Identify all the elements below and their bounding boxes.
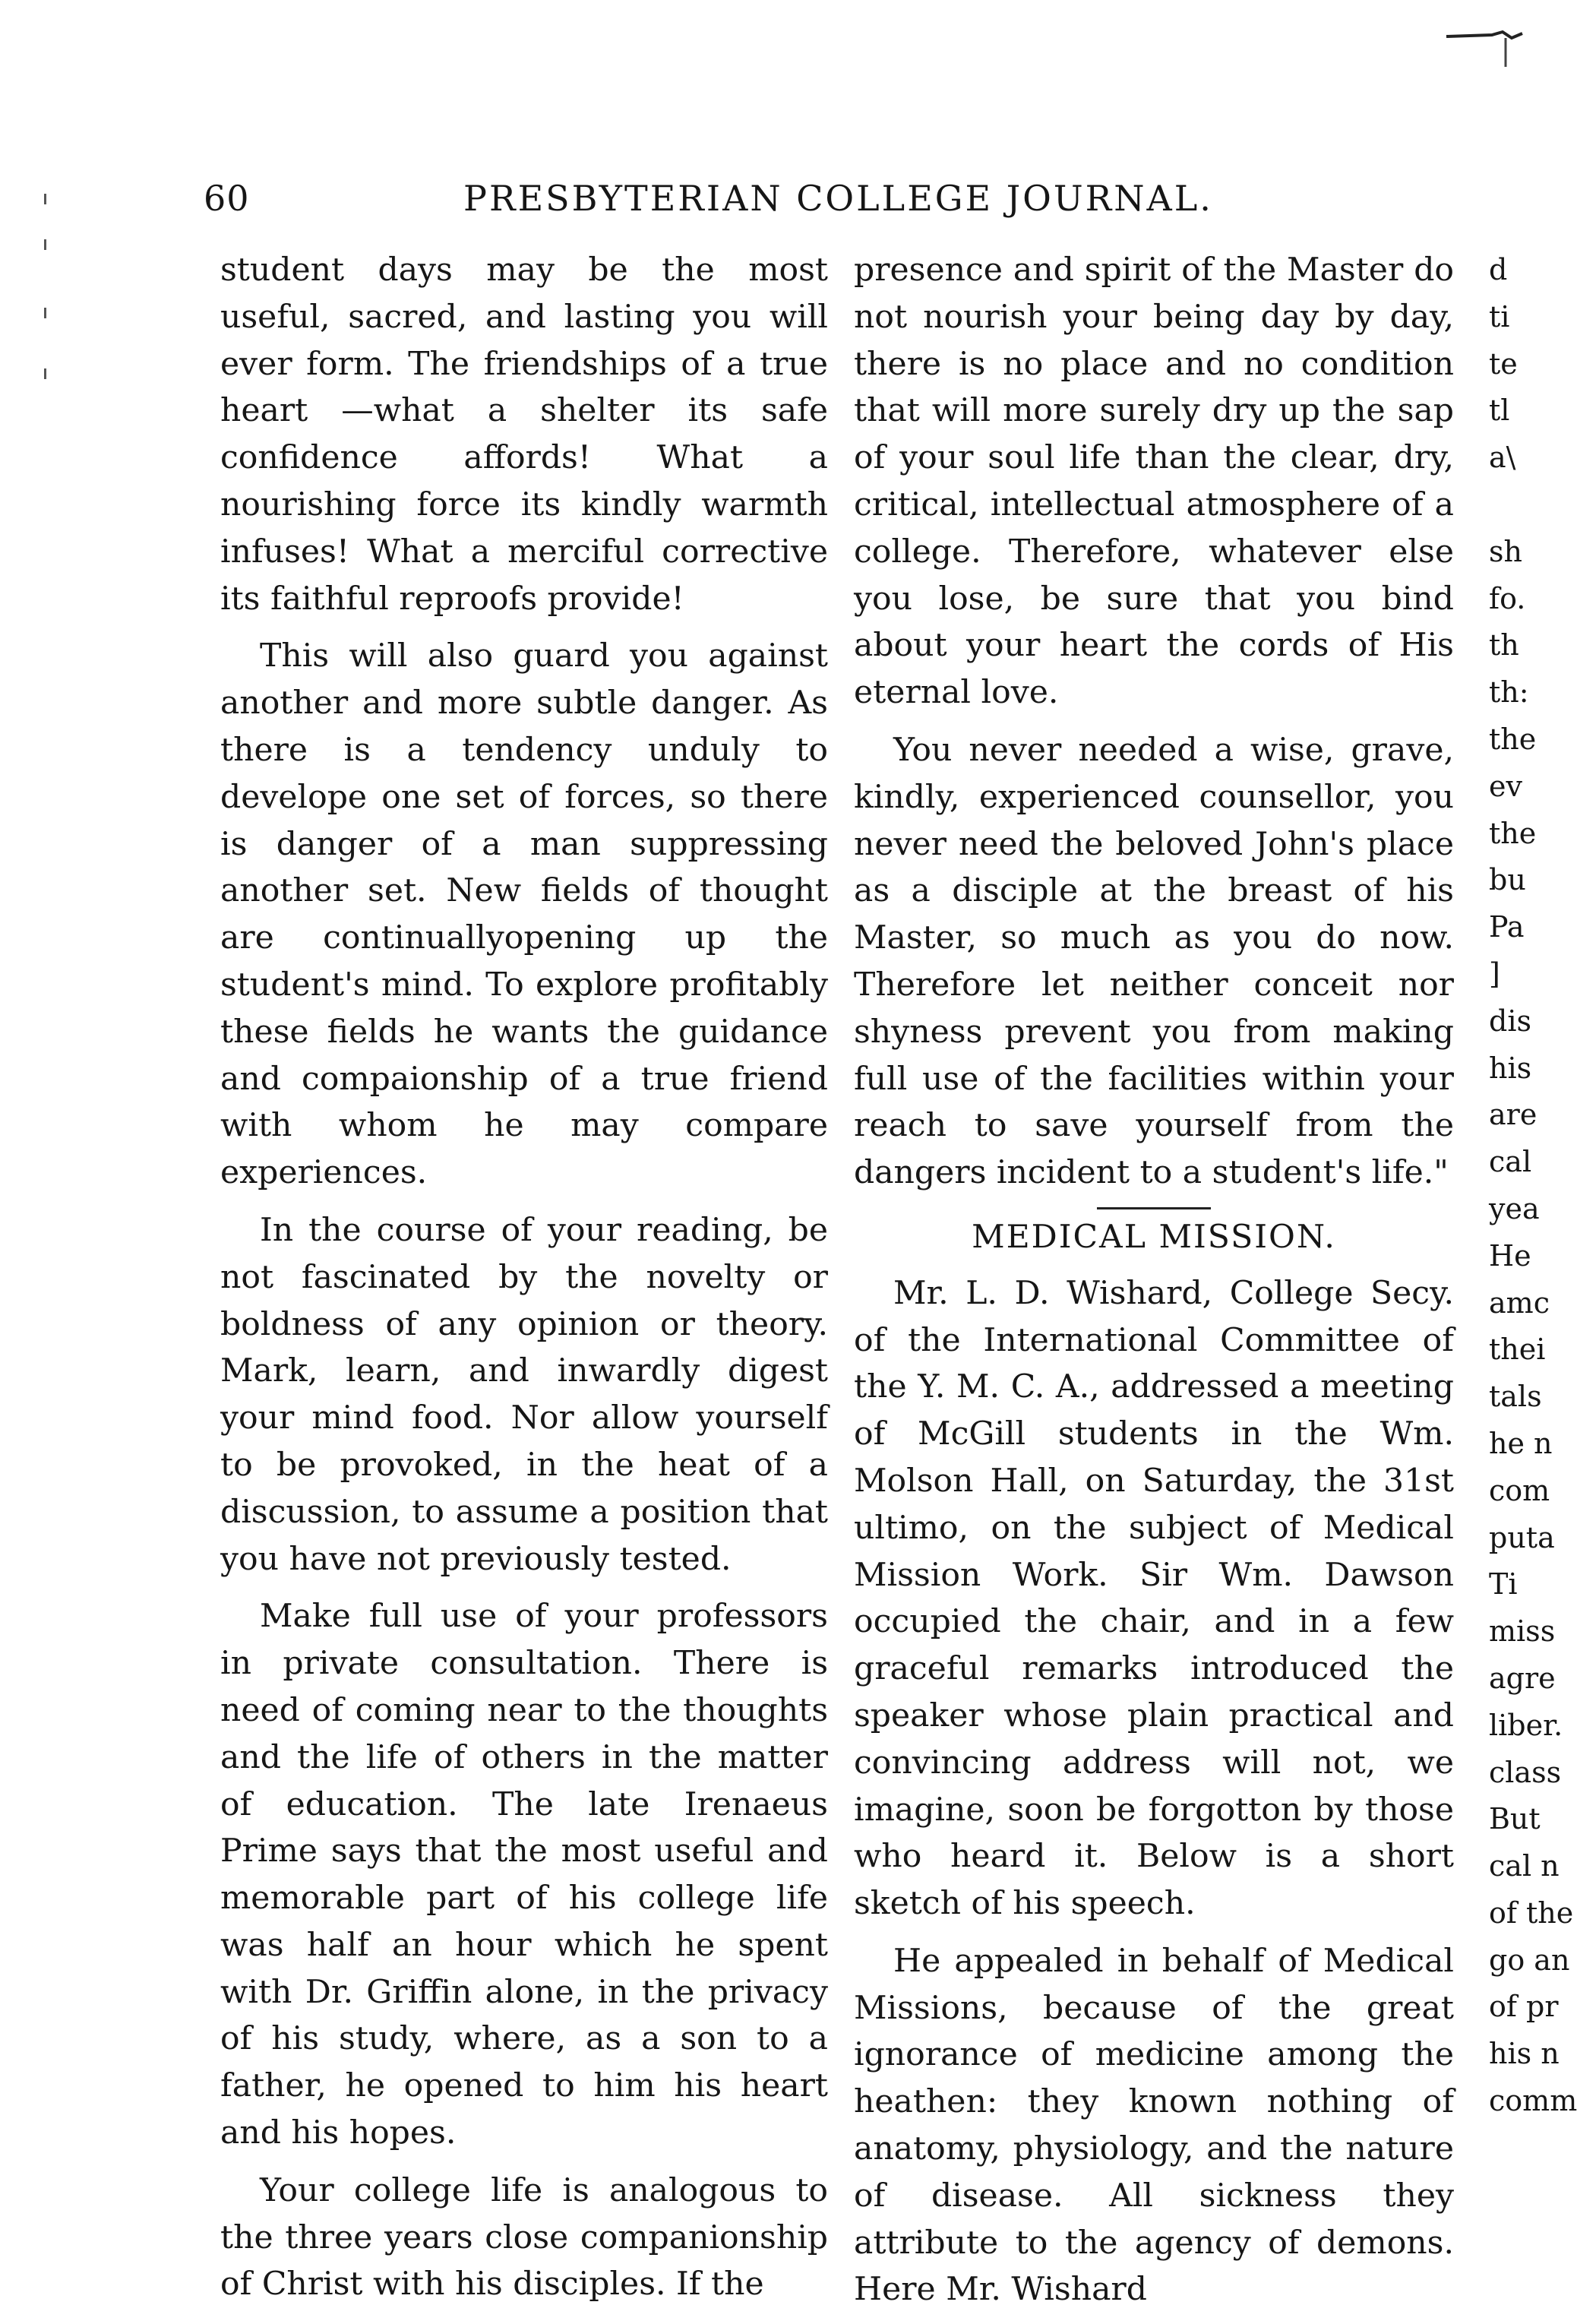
bleed-fragment: the (1489, 816, 1537, 850)
running-title: PRESBYTERIAN COLLEGE JOURNAL. (463, 178, 1213, 219)
bleed-fragment: are (1489, 1098, 1537, 1132)
bleed-fragment: ti (1489, 299, 1510, 334)
page-number: 60 (204, 178, 250, 219)
bleed-fragment: Pa (1489, 910, 1525, 944)
bleed-fragment: comm (1489, 2084, 1577, 2118)
paragraph: presence and spirit of the Master do not nourish your being day by day, there is no place and no condition that will more surely dry up the sap of your soul life than the clear, dry, critical, intellectual atmosphere of a college. Therefore, whatever else you lose, be sure that you bind about your heart the cords of His eternal love. (854, 251, 1454, 712)
bleed-fragment: thei (1489, 1333, 1546, 1367)
bleed-fragment: class (1489, 1755, 1562, 1789)
bleed-fragment: sh (1489, 534, 1522, 568)
bleed-fragment: the (1489, 722, 1537, 756)
bleed-fragment: miss (1489, 1614, 1556, 1649)
paragraph: You never needed a wise, grave, kindly, experienced counsellor, you never need the beloved John's place as a disciple at the breast of his Master, so much as you do now. Therefore let neither conceit nor shyness prevent you from making full use of the facilities within your reach to save yourself from the dangers incident to a student's life." (854, 731, 1454, 1192)
bleed-fragment: of the (1489, 1896, 1574, 1930)
bleed-fragment: fo. (1489, 581, 1526, 615)
adjacent-page-bleed (1489, 247, 1577, 2125)
paragraph: Your college life is analogous to the three years close companionship of Christ with his disciples. If the (220, 2171, 828, 2303)
bleed-fragment: of pr (1489, 1990, 1559, 2024)
bleed-fragment: Ti (1489, 1567, 1518, 1602)
bleed-fragment: But (1489, 1802, 1541, 1836)
bleed-fragment: cal n (1489, 1849, 1560, 1883)
bleed-fragment: te (1489, 346, 1518, 381)
bleed-fragment: yea (1489, 1191, 1540, 1225)
section-divider (1097, 1207, 1211, 1209)
bleed-fragment: tals (1489, 1380, 1542, 1414)
bleed-fragment: He (1489, 1238, 1531, 1273)
bleed-fragment (1489, 482, 1560, 529)
right-column (854, 247, 1454, 2324)
paragraph: Make full use of your professors in private consultation. There is need of coming near to the thoughts and the life of others in the matter of education. The late Irenaeus Prime says that the most useful and memorable part of his college life was half an hour which he spent with Dr. Griffin alone, in the privacy of his study, where, as a son to a father, he opened to him his heart and his hopes. (220, 1598, 828, 2152)
bleed-fragment: th: (1489, 675, 1529, 710)
bleed-fragment: dis (1489, 1004, 1531, 1038)
paragraph: He appealed in behalf of Medical Missions, because of the great ignorance of medicine among the heathen: they known nothing of anatomy, physiology, and the nature of disease. All sickness they attribute to the agency of demons. Here Mr. Wishard (854, 1942, 1454, 2309)
left-column (220, 247, 828, 2319)
bleed-fragment: his n (1489, 2037, 1560, 2071)
paragraph: Mr. L. D. Wishard, College Secy. of the International Committee of the Y. M. C. A., addressed a meeting of McGill students in the Wm. Molson Hall, on Saturday, the 31st ultimo, on the subject of Medical Mission Work. Sir Wm. Dawson occupied the chair, and in a few graceful remarks introduced the speaker whose plain practical and convincing address will not, we imagine, soon be forgotton by those who heard it. Below is a short sketch of his speech. (854, 1274, 1454, 1923)
bleed-fragment: liber. (1489, 1708, 1563, 1742)
scan-artifact (1439, 15, 1530, 68)
bleed-fragment: ] (1489, 956, 1500, 991)
bleed-fragment: cal (1489, 1145, 1532, 1179)
paragraph: In the course of your reading, be not fascinated by the novelty or boldness of any opinion or theory. Mark, learn, and inwardly digest your mind food. Nor allow yourself to be provoked, in the heat of a discussion, to assume a position that you have not previously tested. (220, 1211, 828, 1578)
bleed-fragment: th (1489, 628, 1519, 662)
bleed-fragment: he n (1489, 1426, 1553, 1460)
bleed-fragment: com (1489, 1473, 1550, 1507)
paragraph: This will also guard you against another and more subtle danger. As there is a tendency unduly to develope one set of forces, so there is danger of a man suppressing another set. New fields of thought are continuallyopening up the student's mind. To explore profitably these fields he wants the guidance and compaionship of a true friend with whom he may compare experiences. (220, 637, 828, 1192)
bleed-fragment: his (1489, 1051, 1532, 1085)
bleed-fragment: ev (1489, 769, 1522, 803)
bleed-fragment: amc (1489, 1285, 1550, 1320)
section-heading: MEDICAL MISSION. (972, 1218, 1336, 1256)
margin-marks (38, 194, 53, 422)
bleed-fragment: agre (1489, 1661, 1556, 1695)
bleed-fragment: puta (1489, 1520, 1555, 1554)
bleed-fragment: a\ (1489, 441, 1516, 475)
bleed-fragment: go an (1489, 1943, 1570, 1977)
bleed-fragment: tl (1489, 394, 1510, 428)
bleed-fragment: bu (1489, 863, 1526, 897)
bleed-fragment: d (1489, 253, 1508, 286)
paragraph: student days may be the most useful, sacred, and lasting you will ever form. The friendships of a true heart —what a shelter its safe confidence affords! What a nourishing force its kindly warmth infuses! What a merciful corrective its faithful reproofs provide! (220, 251, 828, 618)
